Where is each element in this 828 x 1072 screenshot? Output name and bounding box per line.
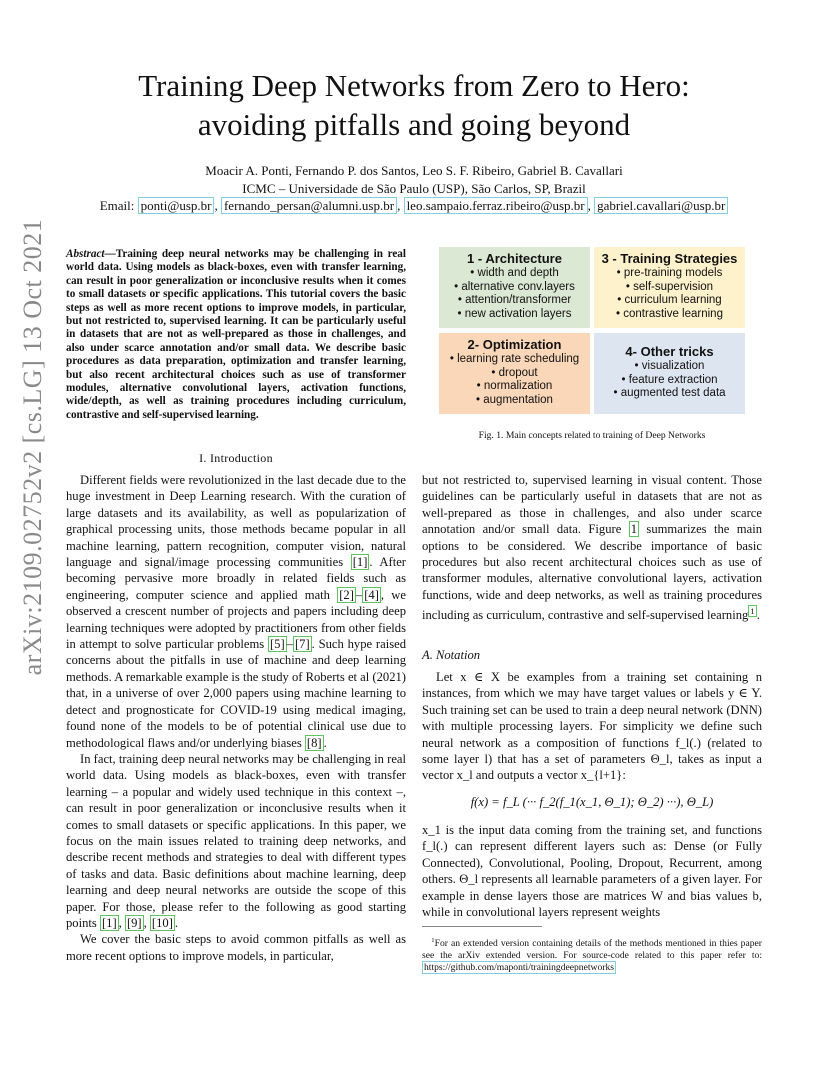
box-item: • alternative conv.layers [454,280,575,293]
citation-link[interactable]: [1] [101,915,117,930]
citation-link[interactable]: [2] [339,587,354,602]
box-title: 4- Other tricks [625,344,714,359]
right-column [422,472,762,624]
box-item: • visualization [634,360,705,372]
footnote-rule [422,926,542,927]
paper-title [0,66,828,144]
box-item: • width and depth [470,267,559,279]
equation: f(x) = f_L (··· f_2(f_1(x_1, Θ_1); Θ_2) ···), Θ_L) [470,795,714,809]
figure-box-architecture [439,247,590,328]
email-link[interactable]: ponti@usp.br [138,197,215,214]
box-item: • attention/transformer [457,294,572,307]
title-line-2: avoiding pitfalls and going beyond [197,107,631,142]
notation-paragraph: Let x ∈ X be examples from a training set containing n instances, from which we may have target values or labels y ∈ Y. Such training set can be used to train a deep neural network (DNN) with multiple processing layers. For simplicity we define such neural network as a composition of functions f_l(.) (related to some layer l) that has a set of parameters Θ_l, takes as input a vector x_l and outputs a vector x_{l+1}: [422,670,762,783]
paragraph: but not restricted to, supervised learning in visual content. Those guidelines can be particularly useful in datasets that are not as well-prepared as those in challenges, and also under scarce annotation and/or small data. Figure 1 summarizes the main options to be considered. We describe importance of basic procedures but also recent architectural choices such as use of transformer modules, alternative convolutional layers, activation functions, wide and deep networks, as well as training procedures including as curriculum, contrastive and self-supervised learning $^1$ . [422,473,762,623]
footnote-mark: 1 [431,937,435,944]
affiliation: ICMC – Universidade de São Paulo (USP), São Carlos, SP, Brazil [242,181,586,196]
figure-box-other-tricks [594,333,745,414]
paragraph: In fact, training deep neural networks may be challenging in real world data. Using models as black-boxes, even with transfer learning – a popular and widely used technique in this context –, can result in poor generalization or inconclusive results when it comes to small datasets or specific applications. In this paper, we focus on the main issues related to training deep networks, and describe recent methods and strategies to deal with different types of tasks and data. Basic definitions about machine learning, deep learning and deep neural networks are outside the scope of this paper. For those, please refer to the following as good starting points [1] , [9] , [10] . [66,751,406,930]
citation-link[interactable]: [9] [126,915,142,930]
email-label: Email: [99,198,135,213]
paragraph: We cover the basic steps to avoid common pitfalls as well as more recent options to improve models, in particular, [66,932,406,963]
box-item: • augmentation [476,393,553,406]
notation-paragraph-2: x_1 is the input data coming from the training set, and functions f_l(.) can represent different layers such as: Dense (or Fully Connected), Convolutional, Pooling, Dropout, Recurrent, among others. Θ_l represents all learnable parameters of a given layer. For example in dense layers those are matrices W and bias values b, while in convolutional layers represent weights [422,823,762,920]
box-item: • self-supervision [625,280,714,293]
email-line: Email: ponti@usp.br , fernando_persan@alumni.usp.br , leo.sampaio.ferraz.ribeiro@usp.br , gabriel.cavallari@usp.br [0,198,828,214]
box-item: • curriculum learning [617,294,722,307]
citation-link[interactable]: [8] [306,735,322,750]
subsection-heading-notation: A. Notation [422,648,481,662]
email-link[interactable]: gabriel.cavallari@usp.br [594,197,728,214]
box-item: • new activation layers [457,307,572,320]
citation-link[interactable]: [1] [352,555,368,570]
figure-box-optimization [439,333,590,414]
footnote: $^1$For an extended version containing details of the methods mentioned in thies paper see the arXiv extended version. For source-code related to this paper refer to: https://github.com/maponti/trainingdeepnetworks [422,937,762,973]
section-heading-introduction: I. Introduction [199,451,273,465]
figure-caption: Fig. 1. Main concepts related to training of Deep Networks [478,430,706,441]
citation-link[interactable]: [5] [269,637,285,652]
title-line-1: Training Deep Networks from Zero to Hero: [138,68,690,103]
email-link[interactable]: fernando_persan@alumni.usp.br [221,197,397,214]
box-item: • augmented test data [613,387,726,400]
arxiv-identifier: arXiv:2109.02752v2 [cs.LG] 13 Oct 2021 [18,218,47,676]
paragraph: Different fields were revolutionized in the last decade due to the huge investment in Deep Learning research. With the curation of large datasets and its availability, as well as popularization of graphical processing units, those methods became popular in all machine learning, pattern recognition, computer vision, natural language and signal/image processing communities [1] . After becoming pervasive more broadly in related fields such as engineering, computer science and applied math [2] – [4] , we observed a crescent number of projects and papers including deep learning techniques were adopted by practitioners from other fields in attempt to solve particular problems [5] – [7] . Such hype raised concerns about the pitfalls in use of machine and deep learning methods. A remarkable example is the study of Roberts et al (2021) that, in a universe of over 2,000 papers using machine learning to detect and prognosticate for COVID-19 using medical imaging, found none of the models to be of potential clinical use due to methodological flaws and/or underlying biases [8] . [66,473,406,750]
figure-box-training-strategies [594,247,745,328]
box-item: • normalization [476,380,553,393]
citation-link[interactable]: [10] [151,915,173,930]
abstract-text: —Training deep neural networks may be challenging in real world data. Using models as black-boxes, even with transfer learning, can result in poor generalization or inconclusive results when it comes to small datasets or specific applications. This tutorial covers the basic steps as well as more recent options to improve models, in particular, but not restricted to, supervised learning. It can be particularly useful in datasets that are not as well-prepared as those in challenges, and also under scarce annotation and/or small data. We describe basic procedures as data preparation, optimization and transfer learning, but also recent architectural choices such as use of transformer modules, alternative convolutional layers, activation functions, wide/depth, as well as training procedures including curriculum, contrastive and self-supervised learning. [66,248,406,421]
box-title: 2- Optimization [467,337,562,352]
box-item: • dropout [491,366,538,379]
citation-link[interactable]: [7] [294,637,310,652]
left-column [66,472,406,964]
authors: Moacir A. Ponti, Fernando P. dos Santos, Leo S. F. Ribeiro, Gabriel B. Cavallari [205,163,623,178]
citation-link[interactable]: [4] [364,587,379,602]
box-item: • contrastive learning [616,307,723,320]
box-item: • feature extraction [621,373,718,386]
github-link[interactable]: https://github.com/maponti/trainingdeepnetworks [424,961,614,973]
email-link[interactable]: leo.sampaio.ferraz.ribeiro@usp.br [404,197,588,214]
box-title: 3 - Training Strategies [601,251,738,266]
abstract-label: Abstract [66,248,105,260]
box-item: • learning rate scheduling [449,353,580,365]
footnote-link[interactable]: 1 [750,606,755,617]
box-title: 1 - Architecture [467,251,562,266]
figure-link[interactable]: 1 [630,522,638,537]
figure-1 [439,247,746,414]
abstract [66,248,406,422]
box-item: • pre-training models [616,267,723,279]
